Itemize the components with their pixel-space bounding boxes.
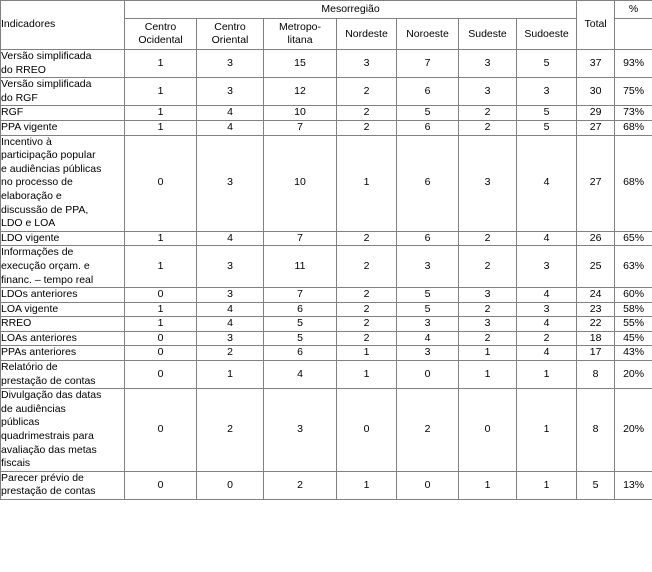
indicador-line: LDO vigente (1, 231, 60, 244)
cell-indicador (1, 471, 125, 499)
indicador-line: públicas (1, 416, 40, 429)
cell-centro-ocidental: 1 (125, 302, 197, 317)
cell-indicador (1, 389, 125, 472)
cell-metropolitana: 4 (264, 361, 337, 389)
cell-sudeste: 2 (459, 120, 517, 135)
cell-metropolitana: 5 (264, 331, 337, 346)
cell-indicador (1, 78, 125, 106)
table-body (1, 50, 652, 500)
table-row (1, 120, 652, 135)
table-row (1, 361, 652, 389)
cell-centro-ocidental: 1 (125, 231, 197, 246)
indicador-line: no processo de (1, 176, 73, 189)
indicador-line: elaboração e (1, 189, 62, 202)
cell-sudoeste: 2 (517, 331, 577, 346)
cell-centro-ocidental: 0 (125, 288, 197, 303)
cell-noroeste: 6 (397, 135, 459, 231)
header-subcol-1 (197, 19, 264, 50)
cell-sudoeste: 1 (517, 389, 577, 472)
cell-total: 22 (577, 317, 615, 332)
cell-sudeste: 2 (459, 331, 517, 346)
table-row (1, 135, 652, 231)
cell-centro-ocidental: 0 (125, 471, 197, 499)
cell-percent: 60% (615, 288, 652, 303)
cell-centro-oriental: 3 (197, 288, 264, 303)
indicador-line: LOAs anteriores (1, 331, 77, 344)
cell-centro-oriental: 4 (197, 231, 264, 246)
cell-total: 17 (577, 346, 615, 361)
header-subcol-2-line-0: Metropo- (278, 21, 321, 33)
header-subcol-2 (264, 19, 337, 50)
cell-sudoeste: 3 (517, 246, 577, 288)
indicador-line: execução orçam. e (1, 259, 90, 272)
cell-total: 37 (577, 50, 615, 78)
indicador-line: prestação de contas (1, 374, 96, 387)
cell-sudoeste: 1 (517, 471, 577, 499)
cell-centro-oriental: 3 (197, 50, 264, 78)
cell-noroeste: 6 (397, 231, 459, 246)
cell-total: 8 (577, 389, 615, 472)
cell-noroeste: 3 (397, 246, 459, 288)
cell-nordeste: 2 (337, 231, 397, 246)
cell-indicador (1, 120, 125, 135)
cell-centro-ocidental: 1 (125, 78, 197, 106)
cell-metropolitana: 7 (264, 288, 337, 303)
cell-centro-ocidental: 1 (125, 317, 197, 332)
cell-indicador (1, 302, 125, 317)
cell-sudeste: 2 (459, 246, 517, 288)
indicador-line: PPAs anteriores (1, 346, 77, 359)
cell-percent: 20% (615, 389, 652, 472)
cell-total: 23 (577, 302, 615, 317)
header-percent-blank (615, 19, 652, 50)
cell-sudoeste: 4 (517, 135, 577, 231)
cell-total: 30 (577, 78, 615, 106)
cell-indicador (1, 135, 125, 231)
cell-metropolitana: 7 (264, 120, 337, 135)
header-subcol-4 (397, 19, 459, 50)
indicador-line: participação popular (1, 149, 96, 162)
cell-nordeste: 2 (337, 78, 397, 106)
cell-metropolitana: 6 (264, 346, 337, 361)
cell-sudoeste: 5 (517, 106, 577, 121)
cell-noroeste: 2 (397, 389, 459, 472)
table-row (1, 471, 652, 499)
cell-percent: 68% (615, 135, 652, 231)
cell-sudeste: 1 (459, 361, 517, 389)
cell-metropolitana: 11 (264, 246, 337, 288)
cell-percent: 65% (615, 231, 652, 246)
cell-centro-oriental: 2 (197, 346, 264, 361)
cell-noroeste: 5 (397, 106, 459, 121)
cell-nordeste: 0 (337, 389, 397, 472)
cell-noroeste: 3 (397, 346, 459, 361)
cell-indicador (1, 317, 125, 332)
cell-centro-oriental: 4 (197, 106, 264, 121)
indicador-line: Divulgação das datas (1, 389, 102, 402)
cell-noroeste: 5 (397, 288, 459, 303)
cell-sudoeste: 1 (517, 361, 577, 389)
header-subcol-3 (337, 19, 397, 50)
cell-centro-oriental: 0 (197, 471, 264, 499)
indicador-line: discussão de PPA, (1, 203, 89, 216)
cell-total: 27 (577, 120, 615, 135)
header-total: Total (577, 1, 615, 50)
cell-total: 8 (577, 361, 615, 389)
cell-metropolitana: 6 (264, 302, 337, 317)
cell-noroeste: 3 (397, 317, 459, 332)
cell-sudoeste: 4 (517, 288, 577, 303)
cell-metropolitana: 3 (264, 389, 337, 472)
cell-metropolitana: 5 (264, 317, 337, 332)
cell-sudeste: 3 (459, 50, 517, 78)
table-row (1, 389, 652, 472)
header-subcol-0-line-1: Ocidental (138, 34, 183, 46)
cell-sudeste: 3 (459, 135, 517, 231)
table-row (1, 346, 652, 361)
cell-total: 27 (577, 135, 615, 231)
cell-sudoeste: 4 (517, 346, 577, 361)
header-subcol-5 (459, 19, 517, 50)
cell-percent: 43% (615, 346, 652, 361)
cell-centro-oriental: 1 (197, 361, 264, 389)
cell-indicador (1, 331, 125, 346)
cell-noroeste: 5 (397, 302, 459, 317)
cell-indicador (1, 346, 125, 361)
cell-nordeste: 1 (337, 135, 397, 231)
cell-sudeste: 3 (459, 288, 517, 303)
indicador-line: prestação de contas (1, 485, 96, 498)
cell-nordeste: 3 (337, 50, 397, 78)
cell-sudeste: 2 (459, 231, 517, 246)
cell-centro-oriental: 4 (197, 120, 264, 135)
cell-metropolitana: 2 (264, 471, 337, 499)
table-row (1, 106, 652, 121)
indicador-line: Parecer prévio de (1, 471, 84, 484)
header-subcol-5-line-0: Sudeste (468, 27, 507, 40)
cell-sudeste: 2 (459, 302, 517, 317)
indicador-line: LOA vigente (1, 302, 59, 315)
cell-total: 25 (577, 246, 615, 288)
cell-centro-ocidental: 0 (125, 361, 197, 389)
cell-nordeste: 2 (337, 288, 397, 303)
cell-metropolitana: 10 (264, 106, 337, 121)
indicador-line: LDOs anteriores (1, 288, 78, 301)
header-percent: % (615, 1, 652, 19)
cell-total: 24 (577, 288, 615, 303)
header-row-group (1, 1, 652, 19)
cell-sudeste: 3 (459, 317, 517, 332)
cell-centro-ocidental: 1 (125, 120, 197, 135)
cell-total: 5 (577, 471, 615, 499)
cell-percent: 63% (615, 246, 652, 288)
cell-indicador (1, 106, 125, 121)
cell-nordeste: 1 (337, 471, 397, 499)
cell-nordeste: 2 (337, 302, 397, 317)
cell-centro-oriental: 3 (197, 331, 264, 346)
header-subcol-2-line-1: litana (287, 34, 313, 46)
cell-centro-oriental: 3 (197, 135, 264, 231)
cell-nordeste: 2 (337, 331, 397, 346)
cell-metropolitana: 10 (264, 135, 337, 231)
cell-total: 18 (577, 331, 615, 346)
cell-nordeste: 2 (337, 317, 397, 332)
header-subcol-0 (125, 19, 197, 50)
cell-total: 26 (577, 231, 615, 246)
cell-indicador (1, 361, 125, 389)
cell-sudeste: 1 (459, 346, 517, 361)
cell-centro-ocidental: 0 (125, 331, 197, 346)
table-row (1, 288, 652, 303)
cell-centro-oriental: 4 (197, 302, 264, 317)
cell-nordeste: 2 (337, 106, 397, 121)
table-row (1, 78, 652, 106)
indicador-line: de audiências (1, 402, 66, 415)
cell-percent: 68% (615, 120, 652, 135)
cell-sudeste: 2 (459, 106, 517, 121)
cell-noroeste: 4 (397, 331, 459, 346)
cell-noroeste: 0 (397, 361, 459, 389)
header-subcol-0-line-0: Centro (144, 21, 177, 33)
cell-centro-oriental: 4 (197, 317, 264, 332)
cell-sudoeste: 3 (517, 78, 577, 106)
cell-centro-ocidental: 1 (125, 106, 197, 121)
cell-sudeste: 0 (459, 389, 517, 472)
cell-percent: 58% (615, 302, 652, 317)
cell-sudoeste: 4 (517, 317, 577, 332)
cell-nordeste: 1 (337, 361, 397, 389)
cell-sudeste: 3 (459, 78, 517, 106)
indicador-line: PPA vigente (1, 120, 58, 133)
indicador-line: do RGF (1, 91, 38, 104)
cell-noroeste: 0 (397, 471, 459, 499)
cell-nordeste: 2 (337, 120, 397, 135)
table-row (1, 231, 652, 246)
cell-percent: 73% (615, 106, 652, 121)
cell-centro-ocidental: 0 (125, 135, 197, 231)
table-row (1, 302, 652, 317)
cell-sudeste: 1 (459, 471, 517, 499)
cell-centro-oriental: 3 (197, 246, 264, 288)
cell-percent: 20% (615, 361, 652, 389)
indicador-line: e audiências públicas (1, 162, 102, 175)
table-row (1, 246, 652, 288)
cell-sudoeste: 5 (517, 50, 577, 78)
indicador-line: RGF (1, 106, 24, 119)
cell-centro-ocidental: 0 (125, 346, 197, 361)
header-subcol-6-line-0: Sudoeste (524, 27, 569, 40)
indicador-line: financ. – tempo real (1, 273, 94, 286)
header-subcol-3-line-0: Nordeste (345, 27, 388, 40)
cell-percent: 55% (615, 317, 652, 332)
cell-centro-oriental: 2 (197, 389, 264, 472)
cell-indicador (1, 246, 125, 288)
cell-indicador (1, 288, 125, 303)
cell-nordeste: 1 (337, 346, 397, 361)
cell-sudoeste: 3 (517, 302, 577, 317)
cell-centro-ocidental: 1 (125, 50, 197, 78)
cell-noroeste: 7 (397, 50, 459, 78)
cell-metropolitana: 12 (264, 78, 337, 106)
cell-noroeste: 6 (397, 78, 459, 106)
cell-indicador (1, 231, 125, 246)
header-indicadores: Indicadores (1, 1, 125, 50)
indicador-line: LDO e LOA (1, 217, 56, 230)
table-head (1, 1, 652, 50)
cell-nordeste: 2 (337, 246, 397, 288)
cell-centro-ocidental: 0 (125, 389, 197, 472)
cell-sudoeste: 5 (517, 120, 577, 135)
indicador-line: quadrimestrais para (1, 430, 94, 443)
table-row (1, 331, 652, 346)
cell-centro-oriental: 3 (197, 78, 264, 106)
header-subcol-1-line-1: Oriental (211, 34, 249, 46)
cell-noroeste: 6 (397, 120, 459, 135)
cell-sudoeste: 4 (517, 231, 577, 246)
cell-centro-ocidental: 1 (125, 246, 197, 288)
cell-percent: 13% (615, 471, 652, 499)
indicador-line: Relatório de (1, 361, 58, 374)
indicador-line: RREO (1, 317, 32, 330)
indicador-line: Informações de (1, 246, 74, 259)
table-row (1, 317, 652, 332)
indicador-line: avaliação das metas (1, 443, 97, 456)
indicador-line: Versão simplificada (1, 78, 92, 91)
cell-indicador (1, 50, 125, 78)
cell-metropolitana: 7 (264, 231, 337, 246)
header-subcol-4-line-0: Noroeste (406, 27, 449, 40)
indicador-line: fiscais (1, 457, 31, 470)
cell-percent: 75% (615, 78, 652, 106)
header-subcol-6 (517, 19, 577, 50)
indicador-line: Versão simplificada (1, 50, 92, 62)
cell-percent: 45% (615, 331, 652, 346)
cell-percent: 93% (615, 50, 652, 78)
header-mesorregiao-group: Mesorregião (125, 1, 577, 19)
cell-metropolitana: 15 (264, 50, 337, 78)
header-subcol-1-line-0: Centro (214, 21, 246, 33)
indicador-line: Incentivo à (1, 135, 52, 148)
indicador-line: do RREO (1, 63, 46, 76)
cell-total: 29 (577, 106, 615, 121)
table-row (1, 50, 652, 78)
